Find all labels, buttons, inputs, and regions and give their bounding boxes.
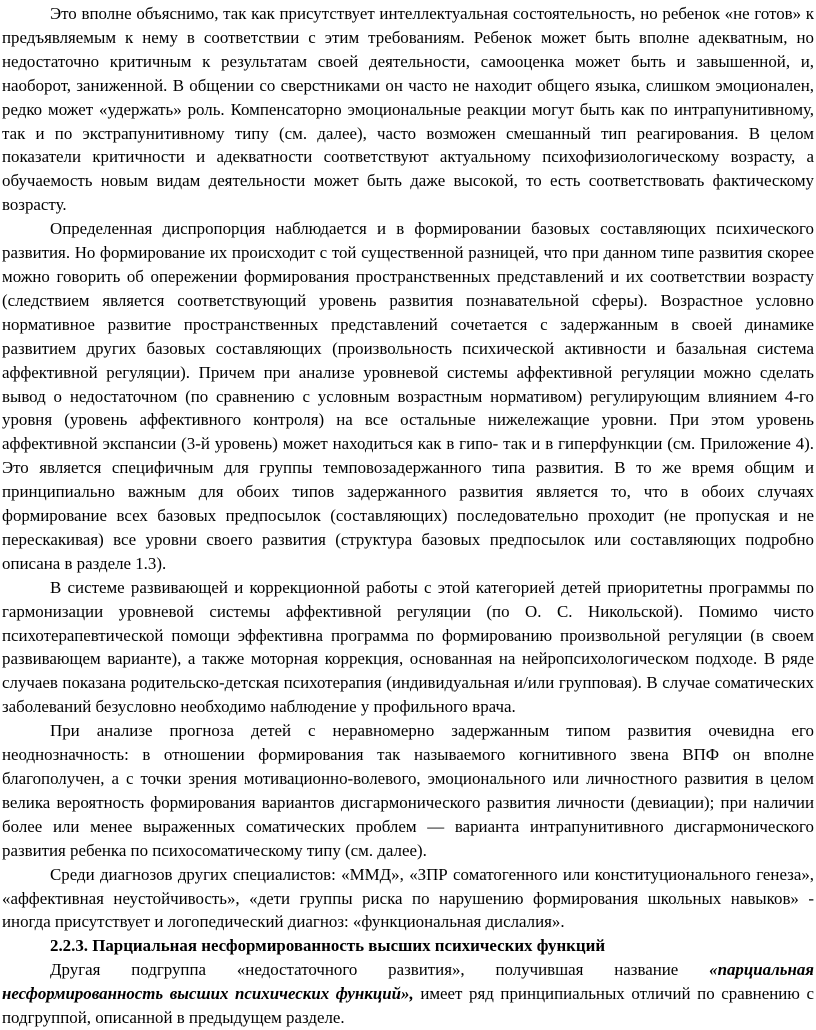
emphasized-term: «парциальная несформированность высших психических функций», — [2, 960, 814, 1004]
paragraph-correction-programs: В системе развивающей и коррекционной работы с этой категорией детей приоритетны программы по гармонизации уровневой системы аффективной регуляции (по О. С. Никольской). Помимо чисто психотерапевтической помощи эффективна программа по формированию произвольной регуляции (в своем развивающем варианте), а также моторная коррекция, основанная на нейропсихологическом подходе. В ряде случаев показана родительско-детская психотерапия (индивидуальная и/или групповая). В случае соматических заболеваний безусловно необходимо наблюдение у профильного врача. — [2, 577, 814, 717]
paragraph-basic-components: Определенная диспропорция наблюдается и в формировании базовых составляющих психического развития. Но формирование их происходит с той существенной разницей, что при данном типе развития скорее можно говорить об опережении формирования пространственных представлений и их соответствии возрасту (следствием является соответствующий уровень развития познавательной сферы). Возрастное условно нормативное развитие пространственных представлений сочетается с задержанным в своей динамике развитием других базовых составляющих (произвольность психической активности и базальная система аффективной регуляции). Причем при анализе уровневой системы аффективной регуляции можно сделать вывод о недостаточном (по сравнению с условным возрастным нормативом) регулирующим влиянием 4-го уровня (уровень аффективного контроля) на все остальные нижележащие уровни. При этом уровень аффективной экспансии (3-й уровень) может находиться как в гипо- так и в гиперфункции (см. Приложение 4). Это является специфичным для группы темповозадержанного типа развития. В то же время общим и принципиально важным для обоих типов задержанного развития является то, что в обоих случаях формирование всех базовых предпосылок (составляющих) последовательно проходит (не пропуская и не перескакивая) все уровни своего развития (структура базовых предпосылок или составляющих подробно описана в разделе 1.3). — [2, 219, 814, 573]
paragraph-other-diagnoses: Среди диагнозов других специалистов: «ММД», «ЗПР соматогенного или конституционального генеза», «аффективная неустойчивость», «дети группы риска по нарушению формирования школьных навыков» - иногда присутствует и логопедический диагноз: «функциональная дислалия». — [2, 864, 814, 932]
paragraph-immaturity-description: Это вполне объяснимо, так как присутствует интеллектуальная состоятельность, но ребенок «не готов» к предъявляемым к нему в соответствии с этим требованиям. Ребенок может быть вполне адекватным, но недостаточно критичным к результатам своей деятельности, самооценка может быть и завышенной, и, наоборот, заниженной. В общении со сверстниками он часто не находит общего языка, слишком эмоционален, редко может «удержать» роль. Компенсаторно эмоциональные реакции могут быть как по интрапунитивному, так и по экстрапунитивному типу (см. далее), часто возможен смешанный тип реагирования. В целом показатели критичности и адекватности соответствуют актуальному психофизиологическому возрасту, а обучаемость новым видам деятельности может быть даже высокой, то есть соответствовать фактическому возрасту. — [2, 4, 814, 215]
paragraph-text-end: имеет ряд принципиальных отличий по сравнению с подгруппой, описанной в предыдущем разделе. — [2, 984, 814, 1028]
paragraph-text-start: Другая подгруппа «недостаточного развития», получившая название — [50, 960, 710, 980]
paragraph-prognosis: При анализе прогноза детей с неравномерно задержанным типом развития очевидна его неоднозначность: в отношении формирования так называемого когнитивного звена ВПФ он вполне благополучен, а с точки зрения мотивационно-волевого, эмоционального или личностного развития в целом велика вероятность формирования вариантов дисгармонического развития личности (девиации); при наличии более или менее выраженных соматических проблем — варианта интрапунитивного дисгармонического развития ребенка по психосоматическому типу (см. далее). — [2, 721, 814, 860]
section-heading: 2.2.3. Парциальная несформированность высших психических функций — [50, 936, 606, 956]
paragraph-partial-underdevelopment — [2, 958, 814, 1030]
